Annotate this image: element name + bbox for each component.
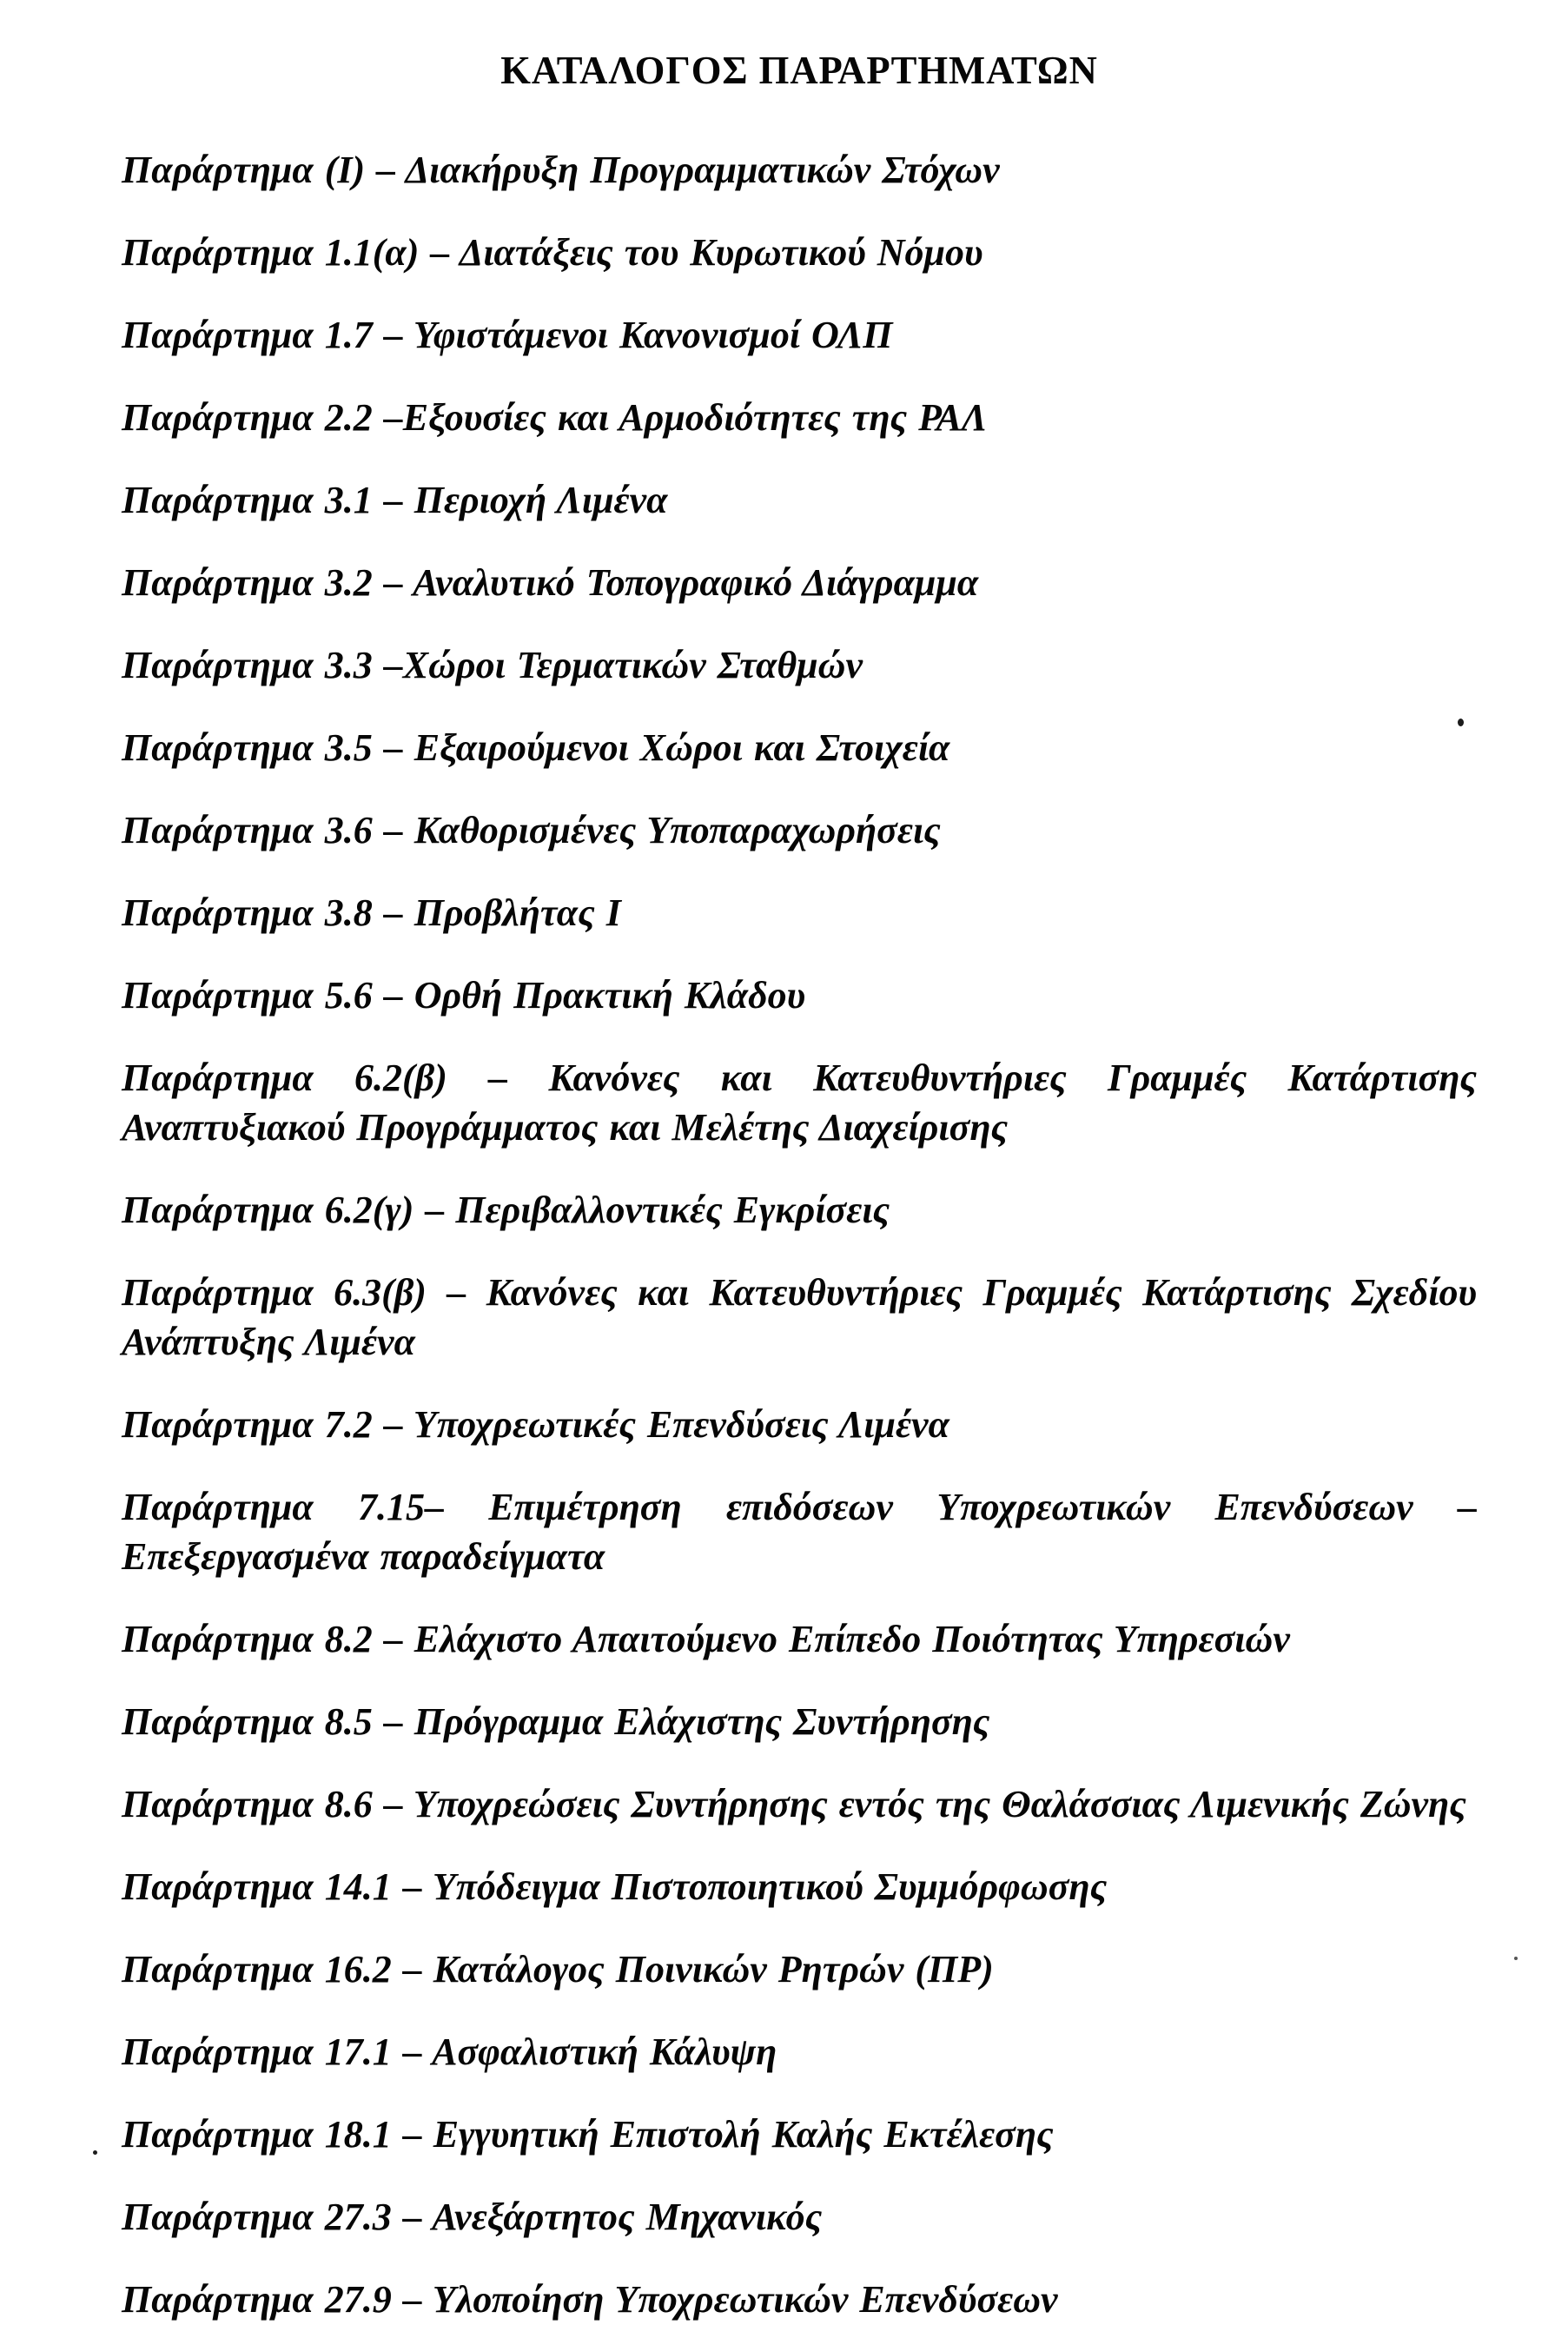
annex-item-18-1: Παράρτημα 18.1 – Εγγυητική Επιστολή Καλής Εκτέλεσης: [122, 2113, 1054, 2156]
scan-speck: [1458, 719, 1464, 726]
annex-item-1-1a: Παράρτημα 1.1(α) – Διατάξεις του Κυρωτικού Νόμου: [122, 231, 983, 274]
annex-item-3-2: Παράρτημα 3.2 – Αναλυτικό Τοπογραφικό Διάγραμμα: [122, 561, 979, 604]
scan-speck: [93, 2150, 97, 2155]
annex-item-7-15: Παράρτημα 7.15– Επιμέτρηση επιδόσεων Υποχρεωτικών Επενδύσεων – Επεξεργασμένα παραδείγματα: [122, 1486, 1477, 1578]
annex-item-3-6: Παράρτημα 3.6 – Καθορισμένες Υποπαραχωρήσεις: [122, 809, 941, 851]
annex-item-14-1: Παράρτημα 14.1 – Υπόδειγμα Πιστοποιητικού Συμμόρφωσης: [122, 1865, 1108, 1908]
annex-item-8-2: Παράρτημα 8.2 – Ελάχιστο Απαιτούμενο Επίπεδο Ποιότητας Υπηρεσιών: [122, 1618, 1290, 1660]
annex-item-6-2g: Παράρτημα 6.2(γ) – Περιβαλλοντικές Εγκρίσεις: [122, 1189, 890, 1231]
annex-list: [122, 145, 1477, 2324]
annex-item-27-9: Παράρτημα 27.9 – Υλοποίηση Υποχρεωτικών Επενδύσεων: [122, 2278, 1058, 2321]
annex-item-6-3b: Παράρτημα 6.3(β) – Κανόνες και Κατευθυντήριες Γραμμές Κατάρτισης Σχεδίου Ανάπτυξης Λιμένα: [122, 1271, 1477, 1363]
annex-item-3-1: Παράρτημα 3.1 – Περιοχή Λιμένα: [122, 479, 668, 521]
annex-item-16-2: Παράρτημα 16.2 – Κατάλογος Ποινικών Ρητρών (ΠΡ): [122, 1948, 994, 1991]
annex-item-3-3: Παράρτημα 3.3 –Χώροι Τερματικών Σταθμών: [122, 644, 863, 686]
annex-item-6-2b: Παράρτημα 6.2(β) – Κανόνες και Κατευθυντήριες Γραμμές Κατάρτισης Αναπτυξιακού Προγράμματος και Μελέτης Διαχείρισης: [122, 1057, 1477, 1149]
annex-item-1-7: Παράρτημα 1.7 – Υφιστάμενοι Κανονισμοί ΟΛΠ: [122, 314, 893, 356]
page-title: ΚΑΤΑΛΟΓΟΣ ΠΑΡΑΡΤΗΜΑΤΩΝ: [500, 48, 1098, 92]
annex-item-I: Παράρτημα (Ι) – Διακήρυξη Προγραμματικών Στόχων: [122, 149, 1000, 191]
annex-item-3-8: Παράρτημα 3.8 – Προβλήτας Ι: [122, 891, 621, 934]
annex-item-8-6: Παράρτημα 8.6 – Υποχρεώσεις Συντήρησης εντός της Θαλάσσιας Λιμενικής Ζώνης: [122, 1783, 1466, 1825]
annex-item-3-5: Παράρτημα 3.5 – Εξαιρούμενοι Χώροι και Στοιχεία: [122, 726, 950, 769]
scan-speck: [1514, 1957, 1518, 1960]
annex-item-5-6: Παράρτημα 5.6 – Ορθή Πρακτική Κλάδου: [122, 974, 806, 1017]
annex-item-27-3: Παράρτημα 27.3 – Ανεξάρτητος Μηχανικός: [122, 2196, 823, 2238]
annex-item-17-1: Παράρτημα 17.1 – Ασφαλιστική Κάλυψη: [122, 2030, 777, 2073]
annex-item-2-2: Παράρτημα 2.2 –Εξουσίες και Αρμοδιότητες της ΡΑΛ: [122, 396, 988, 439]
annex-item-8-5: Παράρτημα 8.5 – Πρόγραμμα Ελάχιστης Συντήρησης: [122, 1700, 990, 1743]
annex-item-7-2: Παράρτημα 7.2 – Υποχρεωτικές Επενδύσεις Λιμένα: [122, 1403, 949, 1446]
